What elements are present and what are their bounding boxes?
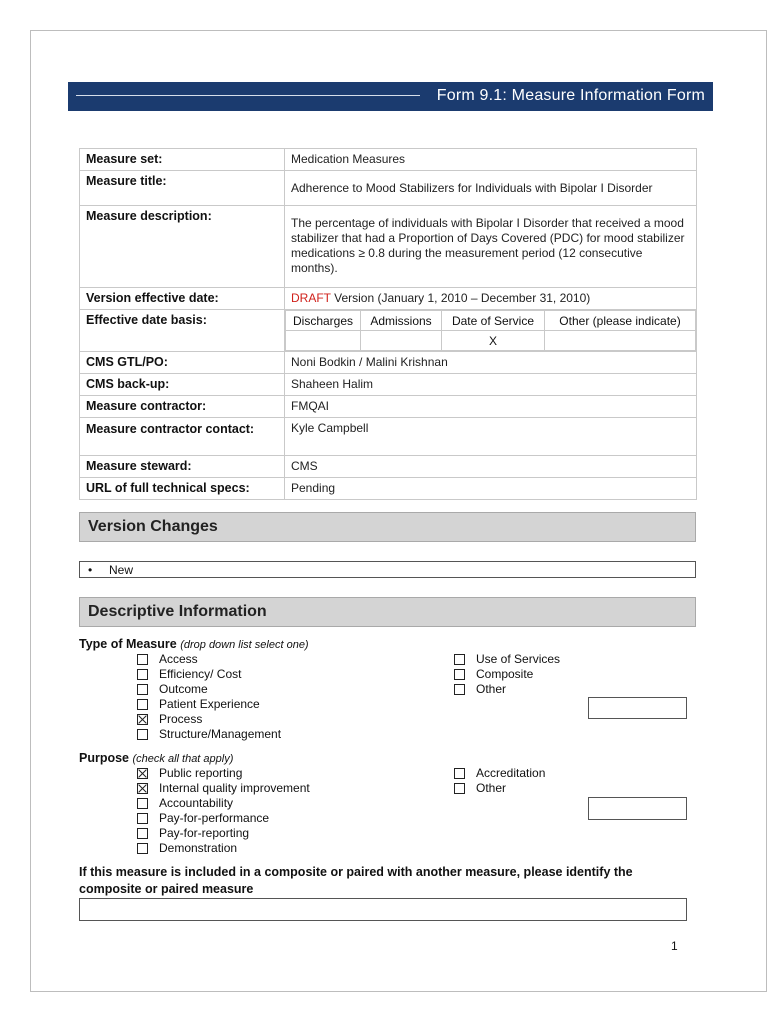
steward-value: CMS (285, 456, 697, 478)
checkbox-icon[interactable] (137, 684, 148, 695)
checkbox-icon[interactable] (137, 813, 148, 824)
version-date-value (285, 288, 697, 310)
purpose-option-label: Pay-for-performance (159, 811, 270, 825)
checkbox-icon[interactable] (454, 783, 465, 794)
measure-title-label: Measure title: (80, 171, 285, 206)
type-of-measure-option-label: Efficiency/ Cost (159, 667, 242, 681)
type-of-measure-option-label: Patient Experience (159, 697, 260, 711)
version-changes-box[interactable] (79, 561, 696, 578)
bullet-icon: • (88, 563, 93, 577)
date-basis-cell (285, 310, 697, 352)
checked-checkbox-icon[interactable] (137, 768, 148, 779)
checkbox-icon[interactable] (454, 654, 465, 665)
type-other-input[interactable] (588, 697, 687, 719)
type-of-measure-hint: (drop down list select one) (180, 639, 309, 651)
date-basis-mark-discharges[interactable] (286, 331, 361, 351)
purpose-option-label: Demonstration (159, 841, 238, 855)
form-title: Form 9.1: Measure Information Form (436, 87, 705, 104)
checkbox-icon[interactable] (137, 843, 148, 854)
contractor-contact-value: Kyle Campbell (285, 418, 697, 456)
purpose-heading (79, 751, 233, 765)
date-basis-mark-other[interactable] (545, 331, 696, 351)
version-date-text: Version (January 1, 2010 – December 31, 2010) (330, 291, 591, 305)
date-basis-mark-date-of-service[interactable]: X (442, 331, 545, 351)
composite-question: If this measure is included in a composite or paired with another measure, please identify the composite or paired measure (79, 865, 633, 896)
date-basis-col-discharges: Discharges (286, 311, 361, 331)
version-date-label: Version effective date: (80, 288, 285, 310)
cms-backup-value: Shaheen Halim (285, 374, 697, 396)
measure-set-value: Medication Measures (285, 149, 697, 171)
date-basis-col-admissions: Admissions (361, 311, 442, 331)
purpose-other-input[interactable] (588, 797, 687, 820)
checkbox-icon[interactable] (137, 798, 148, 809)
steward-label: Measure steward: (80, 456, 285, 478)
measure-set-label: Measure set: (80, 149, 285, 171)
purpose-option-label: Accreditation (476, 766, 546, 780)
checked-checkbox-icon[interactable] (137, 783, 148, 794)
cms-gtl-label: CMS GTL/PO: (80, 352, 285, 374)
measure-description-value: The percentage of individuals with Bipolar I Disorder that received a mood stabilizer that had a Proportion of Days Covered (PDC) for mood stabilizer medications ≥ 0.8 during the measurement period (12 consecutive months). (285, 206, 697, 288)
purpose-option-label: Other (476, 781, 507, 795)
url-specs-label: URL of full technical specs: (80, 478, 285, 500)
measure-info-table (79, 148, 697, 500)
cms-backup-label: CMS back-up: (80, 374, 285, 396)
measure-title-value: Adherence to Mood Stabilizers for Individuals with Bipolar I Disorder (285, 171, 697, 206)
cms-gtl-value: Noni Bodkin / Malini Krishnan (285, 352, 697, 374)
version-change-item: New (109, 563, 134, 577)
contractor-label: Measure contractor: (80, 396, 285, 418)
purpose-label: Purpose (79, 751, 130, 765)
date-basis-mark-admissions[interactable] (361, 331, 442, 351)
contractor-value: FMQAI (285, 396, 697, 418)
date-basis-col-date-of-service: Date of Service (442, 311, 545, 331)
measure-description-label: Measure description: (80, 206, 285, 288)
type-of-measure-option-label: Composite (476, 667, 534, 681)
type-of-measure-option-label: Use of Services (476, 652, 561, 666)
type-of-measure-option-label: Other (476, 682, 507, 696)
type-of-measure-option-label: Access (159, 652, 198, 666)
date-basis-col-other: Other (please indicate) (545, 311, 696, 331)
type-of-measure-label: Type of Measure (79, 637, 177, 651)
draft-tag: DRAFT (291, 291, 331, 305)
banner-rule (76, 95, 420, 96)
date-basis-label: Effective date basis: (80, 310, 285, 352)
url-specs-value: Pending (285, 478, 697, 500)
form-title-banner (68, 82, 713, 111)
checkbox-icon[interactable] (454, 768, 465, 779)
purpose-option-label: Public reporting (159, 766, 243, 780)
checkbox-icon[interactable] (454, 684, 465, 695)
page-number: 1 (671, 939, 678, 953)
type-of-measure-heading (79, 637, 309, 651)
purpose-hint: (check all that apply) (132, 753, 234, 765)
contractor-contact-label: Measure contractor contact: (80, 418, 285, 456)
type-of-measure-option-label: Process (159, 712, 203, 726)
composite-input[interactable] (79, 898, 687, 921)
descriptive-info-header: Descriptive Information (79, 597, 696, 627)
checkbox-icon[interactable] (454, 669, 465, 680)
type-of-measure-option-label: Structure/Management (159, 727, 282, 741)
type-of-measure-option-label: Outcome (159, 682, 208, 696)
purpose-option-label: Accountability (159, 796, 234, 810)
checkbox-icon[interactable] (137, 828, 148, 839)
date-basis-table (285, 310, 696, 351)
checkbox-icon[interactable] (137, 729, 148, 740)
purpose-option-label: Internal quality improvement (159, 781, 310, 795)
checkbox-icon[interactable] (137, 699, 148, 710)
version-changes-header: Version Changes (79, 512, 696, 542)
purpose-option-label: Pay-for-reporting (159, 826, 250, 840)
checked-checkbox-icon[interactable] (137, 714, 148, 725)
checkbox-icon[interactable] (137, 654, 148, 665)
checkbox-icon[interactable] (137, 669, 148, 680)
